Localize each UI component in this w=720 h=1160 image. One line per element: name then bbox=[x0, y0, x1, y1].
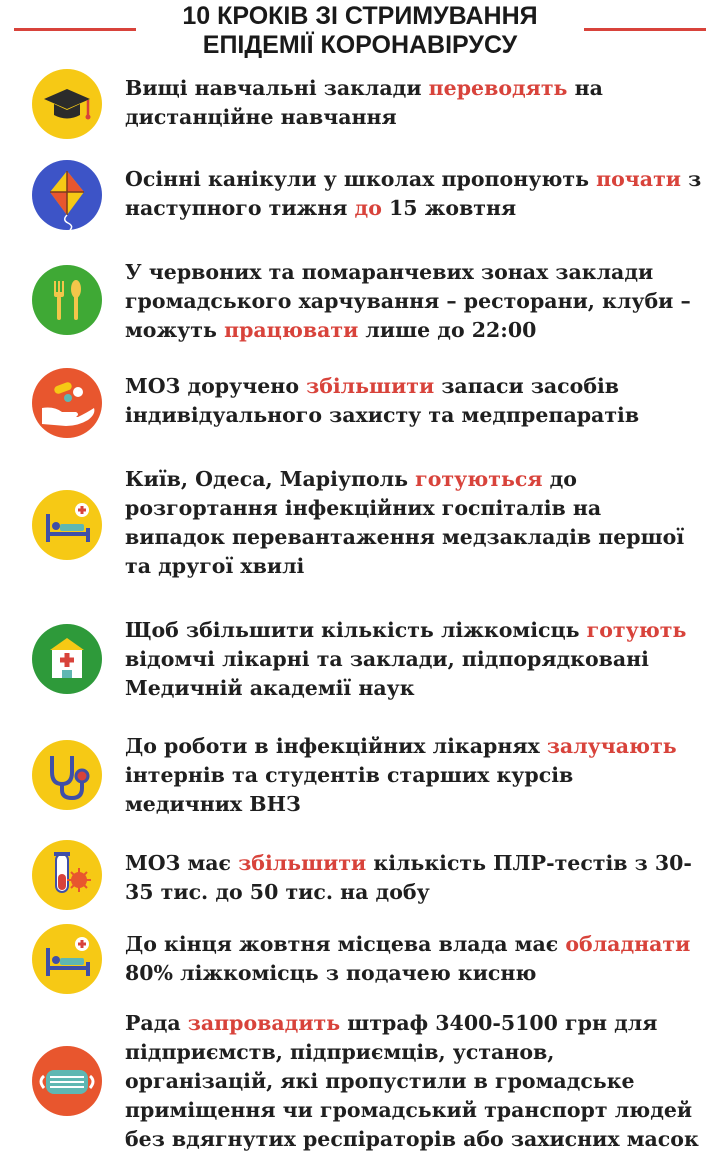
text-segment: інтернів та студентів старших курсів bbox=[125, 763, 574, 787]
text-segment: Осінні канікули у школах пропонують bbox=[125, 167, 597, 191]
step-text-line bbox=[125, 103, 700, 132]
step-text-line bbox=[125, 930, 700, 959]
text-segment: до bbox=[542, 467, 577, 491]
highlighted-verb: збільшити bbox=[238, 851, 367, 875]
text-segment: лише до 22:00 bbox=[358, 318, 537, 342]
step-text-line bbox=[125, 1125, 700, 1154]
highlighted-verb: до bbox=[354, 196, 382, 220]
text-segment: наступного тижня bbox=[125, 196, 355, 220]
hand-pills-icon bbox=[32, 368, 102, 438]
step-text-line bbox=[125, 494, 700, 523]
step-text-line bbox=[125, 732, 700, 761]
step-text-line bbox=[125, 878, 700, 907]
step-text-line bbox=[125, 1038, 700, 1067]
text-segment: Вищі навчальні заклади bbox=[125, 76, 429, 100]
text-segment: У червоних та помаранчевих зонах заклади bbox=[125, 260, 654, 284]
highlighted-verb: запровадить bbox=[187, 1011, 341, 1035]
text-segment: можуть bbox=[125, 318, 225, 342]
text-segment: Київ, Одеса, Маріуполь bbox=[125, 467, 416, 491]
text-segment: випадок перевантаження медзакладів першої bbox=[125, 525, 685, 549]
highlighted-verb: залучають bbox=[546, 734, 677, 758]
text-segment: на bbox=[567, 76, 603, 100]
hospital-bed-icon bbox=[32, 490, 102, 560]
cutlery-icon bbox=[32, 265, 102, 335]
stethoscope-icon bbox=[32, 740, 102, 810]
step-text-9 bbox=[125, 930, 700, 988]
step-text-line bbox=[125, 616, 700, 645]
header-rule-right bbox=[584, 28, 706, 31]
text-segment: дистанційне навчання bbox=[125, 105, 397, 129]
step-text-2 bbox=[125, 165, 700, 223]
text-segment: розгортання інфекційних госпіталів на bbox=[125, 496, 602, 520]
step-text-line bbox=[125, 316, 700, 345]
text-segment: МОЗ доручено bbox=[125, 374, 307, 398]
text-segment: кількість ПЛР-тестів з 30- bbox=[366, 851, 692, 875]
title-line-2: ЕПІДЕМІЇ КОРОНАВІРУСУ bbox=[202, 31, 518, 59]
highlighted-verb: почати bbox=[596, 167, 681, 191]
highlighted-verb: працювати bbox=[224, 318, 359, 342]
highlighted-verb: готуються bbox=[415, 467, 543, 491]
step-text-8 bbox=[125, 849, 700, 907]
step-text-line bbox=[125, 372, 700, 401]
text-segment: Рада bbox=[125, 1011, 188, 1035]
step-text-line bbox=[125, 194, 700, 223]
step-text-line bbox=[125, 258, 700, 287]
text-segment: організацій, які пропустили в громадське bbox=[125, 1069, 635, 1093]
text-segment: 80% ліжкомісць з подачею кисню bbox=[125, 961, 537, 985]
step-text-line bbox=[125, 523, 700, 552]
highlighted-verb: готують bbox=[586, 618, 687, 642]
step-text-1 bbox=[125, 74, 700, 132]
step-text-line bbox=[125, 552, 700, 581]
step-text-line bbox=[125, 74, 700, 103]
text-segment: 35 тис. до 50 тис. на добу bbox=[125, 880, 430, 904]
text-segment: індивідуального захисту та медпрепаратів bbox=[125, 403, 640, 427]
text-segment: без вдягнутих респіраторів або захисних масок bbox=[125, 1127, 699, 1151]
text-segment: відомчі лікарні та заклади, підпорядковані bbox=[125, 647, 649, 671]
step-text-line bbox=[125, 287, 700, 316]
step-text-line bbox=[125, 959, 700, 988]
step-text-4 bbox=[125, 372, 700, 430]
step-text-line bbox=[125, 849, 700, 878]
step-text-7 bbox=[125, 732, 700, 819]
step-text-line bbox=[125, 1096, 700, 1125]
graduation-cap-icon bbox=[32, 69, 102, 139]
text-segment: медичних ВНЗ bbox=[125, 792, 301, 816]
text-segment: громадського харчування – ресторани, клуби – bbox=[125, 289, 691, 313]
hospital-building-icon bbox=[32, 624, 102, 694]
step-text-6 bbox=[125, 616, 700, 703]
step-text-line bbox=[125, 761, 700, 790]
text-segment: приміщення чи громадський транспорт людей bbox=[125, 1098, 693, 1122]
text-segment: 15 жовтня bbox=[381, 196, 517, 220]
text-segment: МОЗ має bbox=[125, 851, 239, 875]
step-text-10 bbox=[125, 1009, 700, 1154]
title-line-1: 10 КРОКІВ ЗІ СТРИМУВАННЯ bbox=[182, 2, 538, 30]
text-segment: штраф 3400-5100 грн для bbox=[340, 1011, 658, 1035]
text-segment: До кінця жовтня місцева влада має bbox=[125, 932, 566, 956]
page-title bbox=[140, 2, 580, 60]
highlighted-verb: обладнати bbox=[565, 932, 691, 956]
text-segment: Щоб збільшити кількість ліжкомісць bbox=[125, 618, 587, 642]
step-text-line bbox=[125, 674, 700, 703]
step-text-line bbox=[125, 790, 700, 819]
test-tube-icon bbox=[32, 840, 102, 910]
step-text-3 bbox=[125, 258, 700, 345]
face-mask-icon bbox=[32, 1046, 102, 1116]
text-segment: з bbox=[681, 167, 702, 191]
text-segment: До роботи в інфекційних лікарнях bbox=[125, 734, 547, 758]
text-segment: запаси засобів bbox=[434, 374, 620, 398]
step-text-line bbox=[125, 165, 700, 194]
header bbox=[0, 0, 720, 62]
step-text-5 bbox=[125, 465, 700, 581]
highlighted-verb: збільшити bbox=[306, 374, 435, 398]
oxygen-bed-icon bbox=[32, 924, 102, 994]
highlighted-verb: переводять bbox=[428, 76, 568, 100]
step-text-line bbox=[125, 1009, 700, 1038]
text-segment: Медичній академії наук bbox=[125, 676, 415, 700]
kite-icon bbox=[32, 160, 102, 230]
step-text-line bbox=[125, 465, 700, 494]
text-segment: та другої хвилі bbox=[125, 554, 305, 578]
text-segment: підприємств, підприємців, установ, bbox=[125, 1040, 555, 1064]
step-text-line bbox=[125, 401, 700, 430]
step-text-line bbox=[125, 645, 700, 674]
header-rule-left bbox=[14, 28, 136, 31]
step-text-line bbox=[125, 1067, 700, 1096]
